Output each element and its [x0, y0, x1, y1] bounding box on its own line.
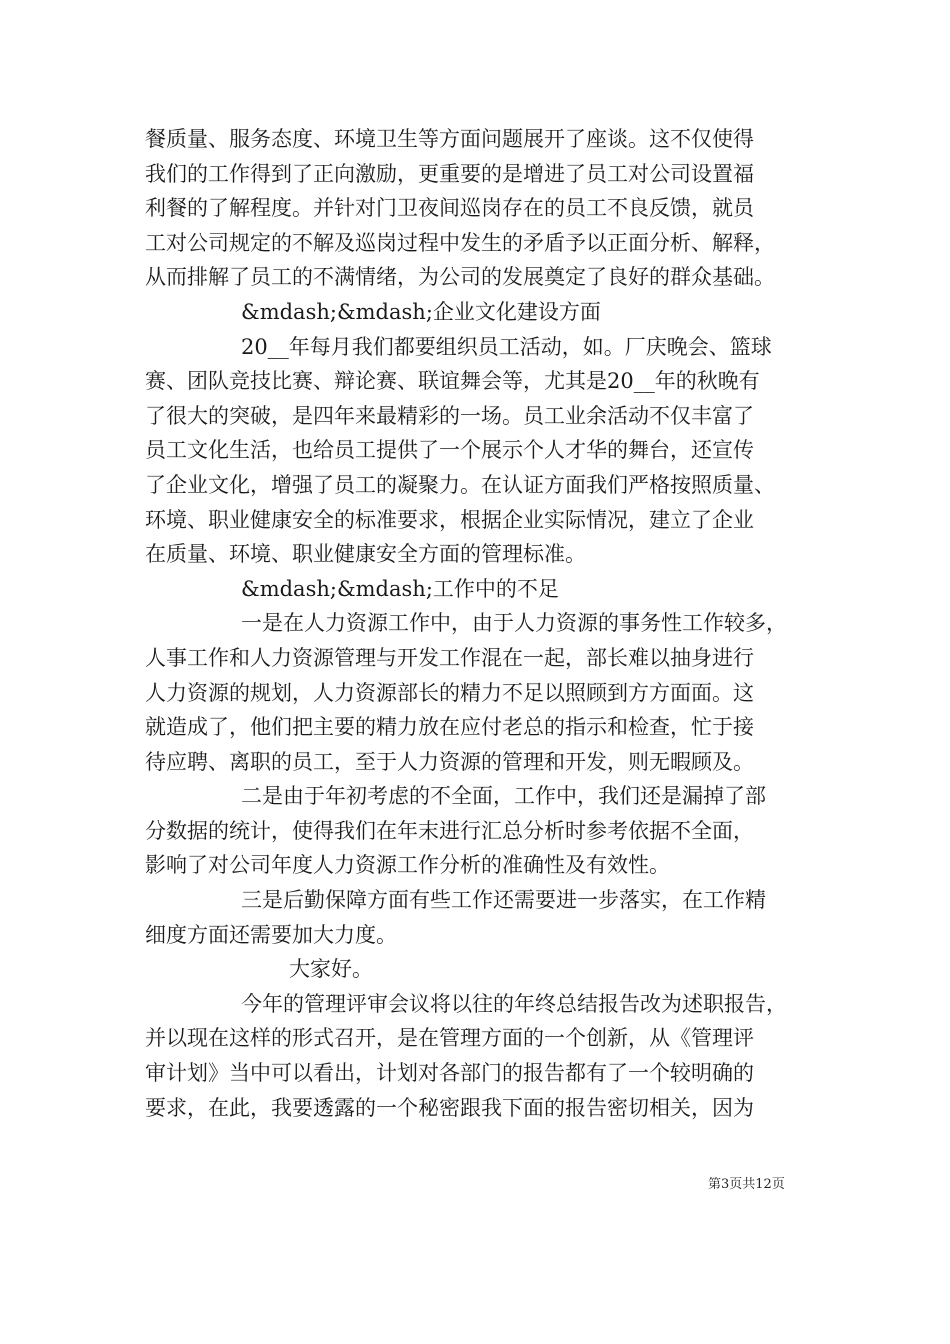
text-line: 了很大的突破，是四年来最精彩的一场。员工业余活动不仅丰富了 [145, 403, 754, 428]
text-line: 待应聘、离职的员工，至于人力资源的管理和开发，则无暇顾及。 [145, 749, 754, 774]
text-line: 大家好。 [289, 957, 373, 982]
text-line: 工对公司规定的不解及巡岗过程中发生的矛盾予以正面分析、解释， [145, 230, 775, 255]
text-line: 了企业文化，增强了员工的凝聚力。在认证方面我们严格按照质量、 [145, 472, 775, 497]
page-number: 第3页共12页 [708, 1177, 785, 1192]
text-line: 审计划》当中可以看出，计划对各部门的报告都有了一个较明确的 [145, 1061, 754, 1086]
text-line: 一是在人力资源工作中，由于人力资源的事务性工作较多， [241, 611, 787, 636]
text-line: 三是后勤保障方面有些工作还需要进一步落实，在工作精 [241, 888, 766, 913]
text-line: 20__年每月我们都要组织员工活动，如。厂庆晚会、篮球 [241, 334, 772, 359]
text-line: 环境、职业健康安全的标准要求，根据企业实际情况，建立了企业 [145, 507, 754, 532]
text-line: 分数据的统计，使得我们在年末进行汇总分析时参考依据不全面， [145, 818, 754, 843]
text-line: &mdash;&mdash;工作中的不足 [241, 576, 559, 601]
document-body [145, 122, 810, 1125]
text-line: 人事工作和人力资源管理与开发工作混在一起，部长难以抽身进行 [145, 645, 754, 670]
text-line: 今年的管理评审会议将以往的年终总结报告改为述职报告， [241, 991, 787, 1016]
text-line: 赛、团队竞技比赛、辩论赛、联谊舞会等，尤其是20__年的秋晚有 [145, 369, 760, 394]
text-line: 餐质量、服务态度、环境卫生等方面问题展开了座谈。这不仅使得 [145, 127, 754, 151]
text-line: 利餐的了解程度。并针对门卫夜间巡岗存在的员工不良反馈，就员 [145, 196, 754, 221]
text-line: 从而排解了员工的不满情绪，为公司的发展奠定了良好的群众基础。 [145, 265, 775, 290]
text-line: 在质量、环境、职业健康安全方面的管理标准。 [145, 542, 586, 567]
text-line: 二是由于年初考虑的不全面，工作中，我们还是漏掉了部 [241, 784, 766, 809]
text-line: 就造成了，他们把主要的精力放在应付老总的指示和检查，忙于接 [145, 715, 754, 740]
text-line: 影响了对公司年度人力资源工作分析的准确性及有效性。 [145, 853, 670, 878]
text-line: &mdash;&mdash;企业文化建设方面 [241, 299, 601, 324]
text-line: 细度方面还需要加大力度。 [145, 922, 397, 947]
text-line: 要求，在此，我要透露的一个秘密跟我下面的报告密切相关，因为 [145, 1095, 754, 1120]
text-line: 员工文化生活，也给员工提供了一个展示个人才华的舞台，还宣传 [145, 438, 754, 463]
text-line: 我们的工作得到了正向激励，更重要的是增进了员工对公司设置福 [145, 161, 754, 186]
text-line: 人力资源的规划，人力资源部长的精力不足以照顾到方方面面。这 [145, 680, 754, 705]
text-line: 并以现在这样的形式召开，是在管理方面的一个创新，从《管理评 [145, 1026, 754, 1051]
